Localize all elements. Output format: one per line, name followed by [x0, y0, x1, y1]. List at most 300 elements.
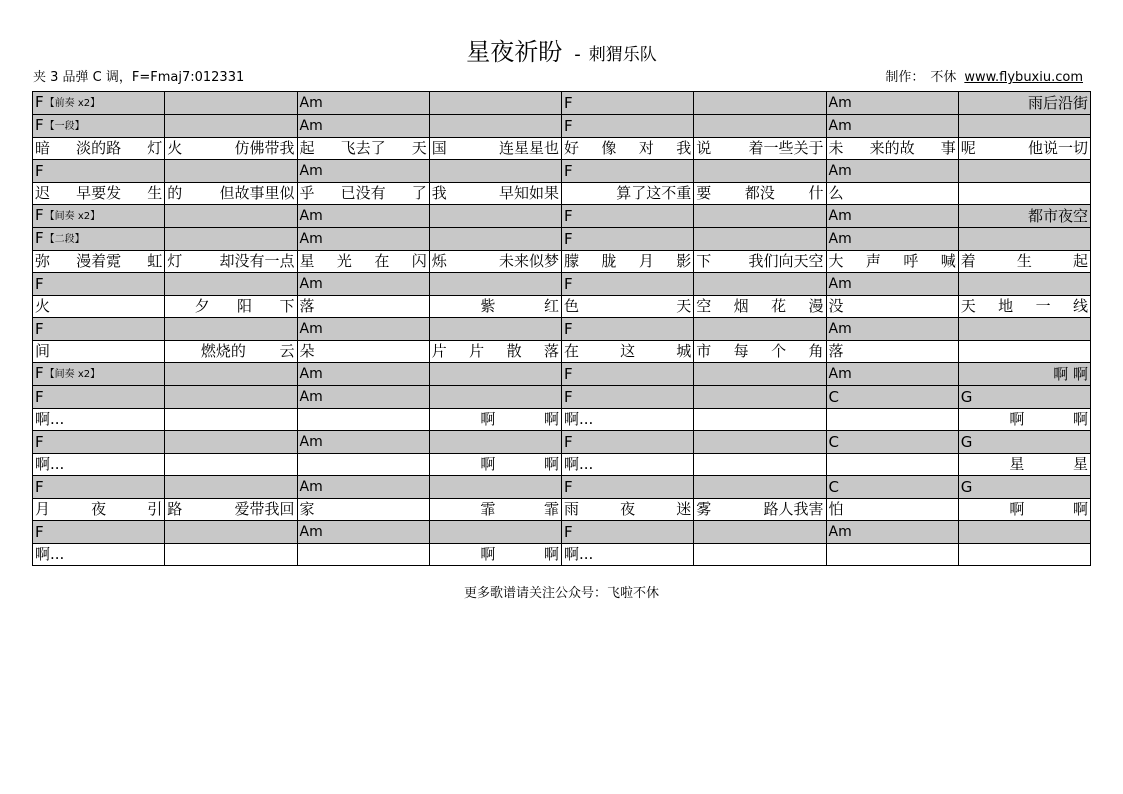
- lyric-syllable: 夕: [194, 297, 210, 315]
- chord-cell: [165, 318, 297, 341]
- lyric-line: [696, 341, 823, 362]
- chord-name: G: [960, 387, 973, 406]
- chord-name: F: [564, 319, 573, 338]
- chord-row: [33, 431, 1091, 454]
- lyric-syllable: 漫着霓: [76, 252, 122, 270]
- lyric-line: [432, 409, 559, 430]
- lyric-line: [564, 138, 691, 159]
- lyric-cell: [826, 454, 958, 476]
- lyric-syllable: 么: [828, 184, 844, 202]
- chord-cell: [33, 386, 165, 409]
- lyric-line: [300, 499, 427, 520]
- lyric-syllable: 早知如果: [498, 184, 559, 202]
- lyric-cell: [33, 341, 165, 363]
- lyric-line: [829, 499, 956, 520]
- lyric-cell: [694, 183, 826, 205]
- lyric-line: [961, 138, 1088, 159]
- lyric-cell: [826, 499, 958, 521]
- lyric-syllable: 火: [35, 297, 51, 315]
- lyric-line: [432, 341, 559, 362]
- lyric-syllable: 夜: [91, 500, 107, 518]
- lyric-syllable: 我: [676, 139, 692, 157]
- chord-cell: [958, 431, 1090, 454]
- chord-cell: [562, 160, 694, 183]
- chord-cell: [429, 431, 561, 454]
- chord-name: G: [960, 432, 973, 451]
- lyric-syllable: 爱带我回: [234, 500, 295, 518]
- lyric-syllable: 落: [299, 297, 315, 315]
- chord-cell: [958, 92, 1090, 115]
- chord-cell: [562, 363, 694, 386]
- lyric-syllable: 天: [676, 297, 692, 315]
- chord-cell: [33, 363, 165, 386]
- chord-cell: [694, 386, 826, 409]
- chord-name: F: [564, 522, 573, 541]
- lyric-syllable: 月: [35, 500, 51, 518]
- lyric-syllable: 紫: [480, 297, 496, 315]
- lyric-syllable: 影: [676, 252, 692, 270]
- lyric-line: [167, 183, 294, 204]
- lyric-syllable: 市: [696, 342, 712, 360]
- lyric-syllable: 弥: [35, 252, 51, 270]
- chord-name: F: [35, 229, 44, 247]
- chord-cell: [958, 318, 1090, 341]
- lyric-row: [33, 499, 1091, 521]
- lyric-cell: [165, 454, 297, 476]
- lyric-syllable: 的: [167, 184, 183, 202]
- lyric-syllable: 朦: [564, 252, 580, 270]
- chord-cell: [958, 521, 1090, 544]
- lyric-syllable: 仿佛带我: [234, 139, 295, 157]
- lyric-cell: [429, 409, 561, 431]
- lyric-syllable: 雨: [564, 500, 580, 518]
- lyric-line: [961, 251, 1088, 272]
- lyric-syllable: 夜: [620, 500, 636, 518]
- lyric-syllable: 像: [601, 139, 617, 157]
- lyric-syllable: 啊...: [564, 410, 594, 428]
- lyric-syllable: 啊...: [35, 455, 65, 473]
- chord-cell: [297, 521, 429, 544]
- lyric-syllable: 一: [1035, 297, 1051, 315]
- chord-cell: [33, 431, 165, 454]
- lyric-cell: [33, 544, 165, 566]
- lyric-cell: [297, 138, 429, 160]
- lyric-cell: [429, 544, 561, 566]
- chord-name: Am: [299, 389, 323, 405]
- lyric-cell: [297, 341, 429, 363]
- lyric-syllable: 红: [543, 297, 559, 315]
- lyric-cell: [562, 544, 694, 566]
- chord-row: [33, 476, 1091, 499]
- chord-name: Am: [299, 95, 323, 111]
- lyric-line: [35, 409, 162, 430]
- lyric-syllable: 啊...: [564, 455, 594, 473]
- section-label: 【一段】: [44, 121, 85, 132]
- lyric-line: [35, 183, 162, 204]
- lyric-cell: [297, 251, 429, 273]
- chord-cell: [958, 273, 1090, 296]
- lyric-syllable: 散: [506, 342, 522, 360]
- lyric-cell: [33, 251, 165, 273]
- chord-name: F: [564, 93, 573, 112]
- lyric-syllable: 光: [336, 252, 352, 270]
- lyric-cell: [826, 409, 958, 431]
- lyric-syllable: 啊: [480, 455, 496, 473]
- lyric-syllable: 啊...: [35, 545, 65, 563]
- lyric-syllable: 火: [167, 139, 183, 157]
- chord-name: F: [564, 477, 573, 496]
- lyric-syllable: 线: [1072, 297, 1088, 315]
- lyric-cell: [958, 499, 1090, 521]
- lyric-syllable: 啊...: [564, 545, 594, 563]
- lyric-line: [300, 138, 427, 159]
- lyric-line: [300, 341, 427, 362]
- chord-cell: [562, 228, 694, 251]
- lyric-syllable: 闪: [411, 252, 427, 270]
- chord-cell: [562, 476, 694, 499]
- lyric-syllable: 星: [299, 252, 315, 270]
- chord-cell: [429, 521, 561, 544]
- chord-name: F: [35, 522, 44, 541]
- lyric-line: [961, 93, 1088, 114]
- chord-cell: [826, 160, 958, 183]
- chord-cell: [694, 273, 826, 296]
- lyric-syllable: 他说一切: [1027, 139, 1088, 157]
- lyric-cell: [826, 341, 958, 363]
- chord-name: F: [35, 364, 44, 382]
- lyric-cell: [297, 183, 429, 205]
- chord-cell: [826, 318, 958, 341]
- footer-note: 更多歌谱请关注公众号：飞啦不休: [463, 586, 659, 601]
- lyric-line: [35, 454, 162, 475]
- chord-cell: [165, 205, 297, 228]
- chord-name: F: [35, 432, 44, 451]
- lyric-syllable: 啊: [1072, 410, 1088, 428]
- lyric-syllable: 阳: [237, 297, 253, 315]
- chord-cell: [429, 273, 561, 296]
- lyric-text: 啊 啊: [1053, 364, 1088, 383]
- lyric-line: [432, 251, 559, 272]
- chord-cell: [165, 476, 297, 499]
- chord-cell: [562, 273, 694, 296]
- capo-info: 夹 3 品弹 C 调，F=Fmaj7:012331: [33, 70, 245, 85]
- lyric-row: [33, 183, 1091, 205]
- lyric-line: [432, 544, 559, 565]
- lyric-cell: [826, 251, 958, 273]
- chord-name: F: [564, 432, 573, 451]
- chord-cell: [562, 521, 694, 544]
- lyric-cell: [429, 138, 561, 160]
- chord-cell: [694, 476, 826, 499]
- lyric-line: [564, 296, 691, 317]
- lyric-syllable: 着一些关于: [748, 139, 824, 157]
- chord-cell: [429, 386, 561, 409]
- chord-cell: [694, 115, 826, 138]
- lyric-syllable: 啊: [543, 410, 559, 428]
- chord-cell: [33, 115, 165, 138]
- lyric-syllable: 啊: [543, 455, 559, 473]
- lyric-cell: [297, 409, 429, 431]
- section-label: 【间奏 x2】: [44, 369, 101, 380]
- lyric-syllable: 在: [564, 342, 580, 360]
- chord-cell: [826, 273, 958, 296]
- chord-cell: [297, 431, 429, 454]
- lyric-syllable: 迷: [676, 500, 692, 518]
- lyric-line: [35, 544, 162, 565]
- chord-name: F: [35, 387, 44, 406]
- lyric-syllable: 色: [564, 297, 580, 315]
- lyric-line: [696, 251, 823, 272]
- lyric-cell: [562, 454, 694, 476]
- chord-cell: [165, 363, 297, 386]
- lyric-cell: [429, 183, 561, 205]
- lyric-cell: [429, 251, 561, 273]
- lyric-syllable: 间: [35, 342, 51, 360]
- chord-cell: [826, 92, 958, 115]
- lyric-syllable: 呢: [960, 139, 976, 157]
- chord-cell: [165, 228, 297, 251]
- section-label: 【间奏 x2】: [44, 211, 101, 222]
- chord-name: Am: [299, 366, 323, 382]
- lyric-cell: [958, 454, 1090, 476]
- chord-cell: [429, 318, 561, 341]
- chord-name: Am: [299, 208, 323, 224]
- chord-lyric-table: [32, 91, 1091, 566]
- lyric-cell: [429, 499, 561, 521]
- chord-cell: [562, 386, 694, 409]
- lyric-syllable: 着: [960, 252, 976, 270]
- chord-cell: [429, 205, 561, 228]
- lyric-syllable: 片: [431, 342, 447, 360]
- lyric-syllable: 但故事里似: [219, 184, 295, 202]
- chord-cell: [165, 92, 297, 115]
- chord-name: Am: [828, 276, 852, 292]
- chord-cell: [429, 476, 561, 499]
- chord-cell: [33, 521, 165, 544]
- chord-name: F: [35, 161, 44, 180]
- chord-name: Am: [299, 118, 323, 134]
- lyric-syllable: 我们向天空: [748, 252, 824, 270]
- maker-name: 不休: [930, 70, 957, 85]
- chord-cell: [297, 386, 429, 409]
- lyric-syllable: 大: [828, 252, 844, 270]
- chord-cell: [694, 318, 826, 341]
- chord-cell: [562, 431, 694, 454]
- lyric-syllable: 对: [638, 139, 654, 157]
- lyric-syllable: 燃烧的: [200, 342, 246, 360]
- lyric-syllable: 未来似梦: [498, 252, 559, 270]
- lyric-syllable: 啊: [543, 545, 559, 563]
- lyric-syllable: 生: [147, 184, 163, 202]
- lyric-line: [564, 454, 691, 475]
- lyric-line: [961, 454, 1088, 475]
- chord-row: [33, 386, 1091, 409]
- lyric-syllable: 飞去了: [340, 139, 386, 157]
- lyric-cell: [826, 138, 958, 160]
- chord-cell: [165, 160, 297, 183]
- chord-cell: [694, 363, 826, 386]
- chord-name: Am: [828, 231, 852, 247]
- lyric-syllable: 胧: [601, 252, 617, 270]
- lyric-text: 都市夜空: [1027, 206, 1088, 225]
- lyric-line: [300, 183, 427, 204]
- lyric-cell: [165, 409, 297, 431]
- lyric-syllable: 未: [828, 139, 844, 157]
- chord-cell: [33, 318, 165, 341]
- lyric-syllable: 星: [1072, 455, 1088, 473]
- lyric-cell: [297, 544, 429, 566]
- chord-name: F: [564, 206, 573, 225]
- chord-name: F: [35, 319, 44, 338]
- lyric-syllable: 下: [696, 252, 712, 270]
- lyric-line: [696, 183, 823, 204]
- lyric-syllable: 迟: [35, 184, 51, 202]
- chord-name: Am: [828, 366, 852, 382]
- lyric-syllable: 算了这不重: [616, 184, 692, 202]
- chord-name: G: [960, 477, 973, 496]
- lyric-cell: [33, 454, 165, 476]
- lyric-syllable: 都没: [744, 184, 775, 202]
- chord-name: Am: [828, 95, 852, 111]
- lyric-syllable: 呼: [903, 252, 919, 270]
- lyric-line: [35, 296, 162, 317]
- lyric-line: [167, 341, 294, 362]
- lyric-cell: [958, 183, 1090, 205]
- lyric-cell: [958, 341, 1090, 363]
- lyric-syllable: 星: [1009, 455, 1025, 473]
- lyric-syllable: 啊: [480, 545, 496, 563]
- lyric-syllable: 霏: [543, 500, 559, 518]
- lyric-syllable: 花: [771, 297, 787, 315]
- chord-name: Am: [828, 321, 852, 337]
- chord-name: Am: [828, 208, 852, 224]
- lyric-cell: [958, 251, 1090, 273]
- chord-name: Am: [299, 231, 323, 247]
- chord-name: Am: [299, 163, 323, 179]
- lyric-line: [961, 409, 1088, 430]
- chord-name: Am: [828, 524, 852, 540]
- chord-cell: [429, 363, 561, 386]
- lyric-cell: [694, 341, 826, 363]
- chord-cell: [429, 92, 561, 115]
- lyric-cell: [33, 138, 165, 160]
- title-separator: -: [574, 44, 581, 65]
- lyric-syllable: 淡的路: [76, 139, 122, 157]
- chord-cell: [33, 273, 165, 296]
- lyric-cell: [958, 296, 1090, 318]
- lyric-line: [300, 296, 427, 317]
- lyric-syllable: 没: [828, 297, 844, 315]
- chord-name: C: [828, 477, 839, 496]
- lyric-cell: [826, 296, 958, 318]
- chord-cell: [826, 521, 958, 544]
- chord-cell: [958, 476, 1090, 499]
- lyric-row: [33, 138, 1091, 160]
- lyric-syllable: 啊: [1009, 410, 1025, 428]
- lyric-cell: [958, 138, 1090, 160]
- chord-cell: [562, 318, 694, 341]
- lyric-syllable: 暗: [35, 139, 51, 157]
- chord-name: Am: [299, 321, 323, 337]
- chord-name: Am: [299, 276, 323, 292]
- chord-cell: [694, 92, 826, 115]
- chord-cell: [694, 205, 826, 228]
- chord-cell: [958, 160, 1090, 183]
- lyric-cell: [826, 183, 958, 205]
- lyric-syllable: 了: [411, 184, 427, 202]
- lyric-line: [432, 183, 559, 204]
- lyric-cell: [165, 183, 297, 205]
- lyric-syllable: 却没有一点: [219, 252, 295, 270]
- chord-cell: [562, 92, 694, 115]
- chord-name: F: [35, 206, 44, 224]
- lyric-syllable: 来的故: [869, 139, 915, 157]
- lyric-syllable: 要: [696, 184, 712, 202]
- lyric-syllable: 漫: [808, 297, 824, 315]
- lyric-cell: [33, 183, 165, 205]
- lyric-line: [961, 364, 1088, 385]
- chord-cell: [958, 205, 1090, 228]
- lyric-syllable: 霏: [480, 500, 496, 518]
- lyric-line: [564, 499, 691, 520]
- chord-name: Am: [299, 524, 323, 540]
- lyric-row: [33, 341, 1091, 363]
- lyric-cell: [33, 499, 165, 521]
- lyric-line: [35, 341, 162, 362]
- lyric-syllable: 生: [1016, 252, 1032, 270]
- chord-cell: [297, 160, 429, 183]
- lyric-syllable: 片: [469, 342, 485, 360]
- lyric-row: [33, 296, 1091, 318]
- lyric-line: [961, 206, 1088, 227]
- lyric-cell: [165, 296, 297, 318]
- website-link[interactable]: www.flybuxiu.com: [964, 70, 1083, 85]
- lyric-line: [564, 251, 691, 272]
- lyric-line: [564, 544, 691, 565]
- lyric-line: [35, 499, 162, 520]
- lyric-syllable: 连星星也: [498, 139, 559, 157]
- lyric-syllable: 起: [1072, 252, 1088, 270]
- lyric-cell: [562, 341, 694, 363]
- chord-name: Am: [828, 163, 852, 179]
- chord-cell: [429, 160, 561, 183]
- chord-cell: [429, 115, 561, 138]
- lyric-cell: [165, 138, 297, 160]
- lyric-syllable: 家: [299, 500, 315, 518]
- lyric-cell: [562, 183, 694, 205]
- lyric-line: [432, 499, 559, 520]
- chord-cell: [694, 431, 826, 454]
- chord-cell: [826, 228, 958, 251]
- chord-row: [33, 115, 1091, 138]
- lyric-line: [432, 296, 559, 317]
- lyric-cell: [694, 251, 826, 273]
- lyric-cell: [297, 296, 429, 318]
- lyric-cell: [694, 409, 826, 431]
- chord-row: [33, 273, 1091, 296]
- chord-row: [33, 363, 1091, 386]
- lyric-syllable: 说: [696, 139, 712, 157]
- credits: [885, 66, 1083, 85]
- chord-cell: [958, 386, 1090, 409]
- lyric-syllable: 怕: [828, 500, 844, 518]
- chord-name: F: [564, 274, 573, 293]
- lyric-syllable: 路: [167, 500, 183, 518]
- artist-name: 刺猬乐队: [588, 45, 657, 65]
- lyric-syllable: 在: [374, 252, 390, 270]
- chord-name: Am: [299, 479, 323, 495]
- lyric-cell: [562, 296, 694, 318]
